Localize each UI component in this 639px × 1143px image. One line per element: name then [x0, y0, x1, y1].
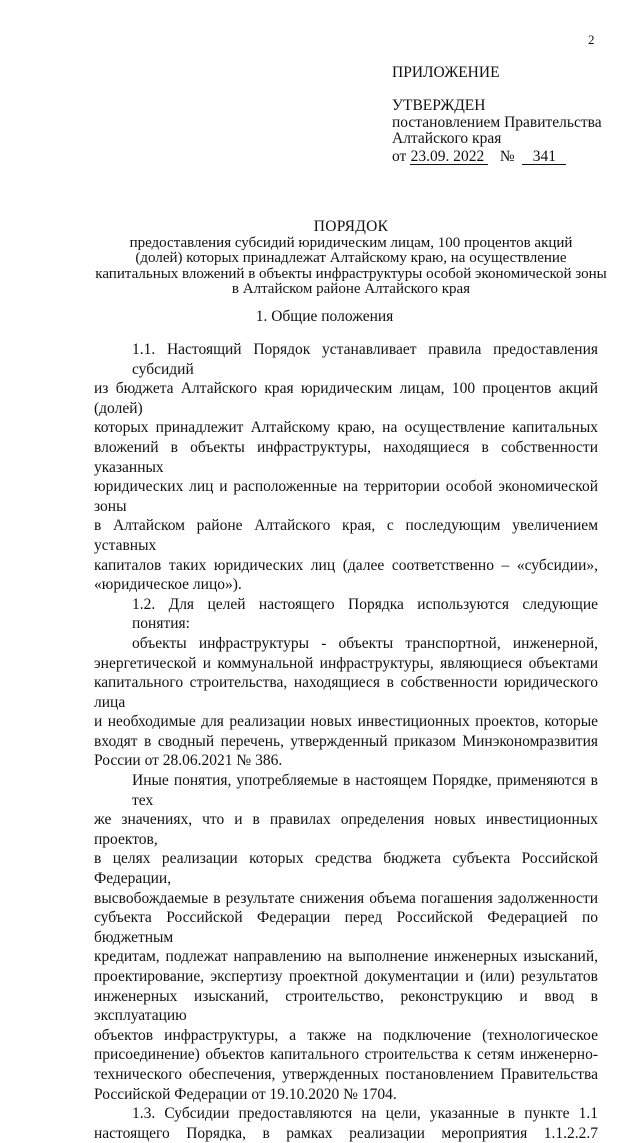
approval-date: 23.09. 2022	[410, 149, 488, 165]
text-line: в Алтайском районе Алтайского края, с последующим увеличением уставных	[94, 517, 598, 554]
text-line: объектов инфраструктуры, а также на подключение (технологическое	[94, 1026, 598, 1044]
text-line: России от 28.06.2021 № 386.	[94, 752, 283, 770]
text-line: 1.1. Настоящий Порядок устанавливает правила предоставления субсидий	[132, 341, 598, 378]
text-line: субъекта Российской Федерации перед Российской Федерацией по бюджетным	[94, 909, 598, 946]
resolution-line: постановлением Правительства	[392, 114, 602, 131]
section-heading: 1. Общие положения	[255, 308, 394, 325]
date-number-line	[392, 147, 622, 167]
document-title-block	[60, 219, 639, 298]
text-line: кредитам, подлежат направлению на выполнение инженерных изысканий,	[94, 948, 598, 966]
text-line: присоединение) объектов капитального строительства к сетям инженерно-	[94, 1046, 598, 1064]
date-prefix: от	[392, 148, 407, 165]
text-line: юридических лиц и расположенные на территории особой экономической зоны	[94, 478, 598, 515]
text-line: 1.2. Для целей настоящего Порядка используются следующие понятия:	[132, 595, 598, 633]
number-sign: №	[499, 148, 515, 165]
title-line: в Алтайском районе Алтайского края	[231, 281, 471, 297]
page-number: 2	[588, 32, 595, 47]
text-line: капитального строительства, находящиеся в собственности юридического лица	[94, 674, 598, 711]
text-line: из бюджета Алтайского края юридическим лицам, 100 процентов акций (долей)	[94, 380, 598, 417]
text-line: которых принадлежит Алтайскому краю, на осуществление капитальных	[94, 419, 598, 437]
body-text	[94, 340, 598, 1143]
text-line: Российской Федерации от 19.10.2020 № 1704.	[94, 1085, 397, 1103]
text-line: вложений в объекты инфраструктуры, находящиеся в собственности указанных	[94, 438, 598, 476]
text-line: входят в сводный перечень, утвержденный приказом Минэкономразвития	[94, 732, 598, 750]
text-line: энергетической и коммунальной инфраструктуры, являющиеся объектами	[94, 654, 598, 672]
text-line: 1.3. Субсидии предоставляются на цели, указанные в пункте 1.1	[132, 1105, 598, 1123]
document-title: ПОРЯДОК	[313, 218, 389, 235]
appendix-label: ПРИЛОЖЕНИЕ	[392, 64, 500, 81]
text-line: технического обеспечения, утвержденных постановлением Правительства	[94, 1065, 598, 1083]
text-line: Иные понятия, употребляемые в настоящем Порядке, применяются в тех	[132, 772, 598, 809]
text-line: капиталов таких юридических лиц (далее соответственно – «субсидии»,	[94, 556, 598, 574]
text-line: объекты инфраструктуры - объекты транспортной, инженерной,	[132, 634, 598, 652]
text-line: настоящего Порядка, в рамках реализации мероприятия 1.1.2.2.7	[94, 1124, 598, 1142]
region-line: Алтайского края	[392, 130, 502, 147]
approval-number: 341	[522, 149, 566, 165]
text-line: же значениях, что и в правилах определения новых инвестиционных проектов,	[94, 811, 598, 848]
text-line: «юридическое лицо»).	[94, 576, 242, 594]
text-line: высвобождаемые в результате снижения объема погашения задолженности	[94, 889, 598, 907]
approved-label: УТВЕРЖДЕН	[392, 97, 486, 114]
title-line: капитальных вложений в объекты инфраструктуры особой экономической зоны	[95, 265, 607, 282]
title-line: предоставления субсидий юридическим лицам, 100 процентов акций	[129, 234, 573, 251]
approval-block	[392, 64, 622, 167]
text-line: проектирование, экспертизу проектной документации и (или) результатов	[94, 968, 598, 985]
text-line: в целях реализации которых средства бюджета субъекта Российской Федерации,	[94, 850, 598, 888]
text-line: инженерных изысканий, строительство, реконструкцию и ввод в эксплуатацию	[94, 987, 598, 1025]
text-line: и необходимые для реализации новых инвестиционных проектов, которые	[94, 713, 598, 731]
title-line: (долей) которых принадлежат Алтайскому краю, на осуществление	[135, 250, 567, 266]
